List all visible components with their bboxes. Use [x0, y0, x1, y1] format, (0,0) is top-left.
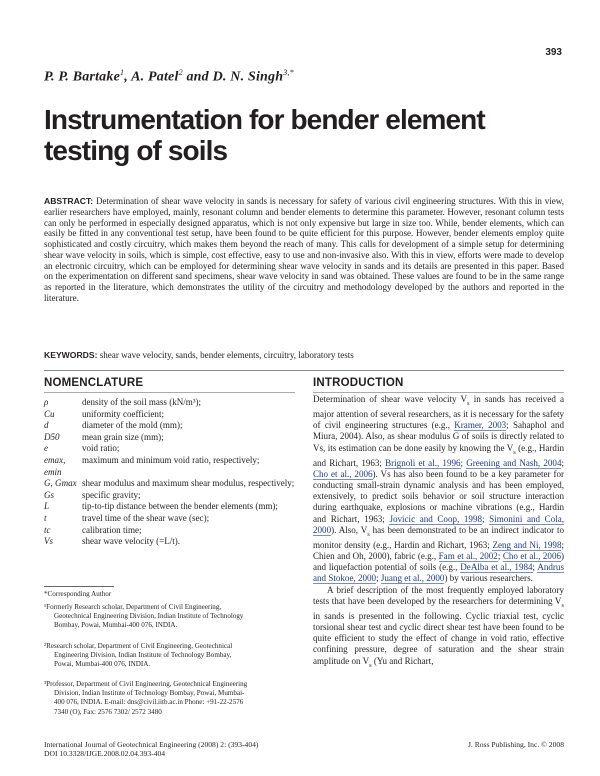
subscript: s	[467, 399, 470, 407]
nomenclature-item	[44, 420, 296, 432]
authors	[44, 68, 294, 86]
nomenclature-definition: shear wave velocity (=L/t).	[82, 536, 181, 547]
introduction-paragraph	[313, 585, 564, 671]
footer-citation	[44, 740, 258, 759]
nomenclature-item	[44, 455, 296, 478]
nomenclature-definition: tip-to-tip distance between the bender elements (mm);	[82, 501, 278, 512]
text-run: ;	[482, 513, 490, 524]
nomenclature-symbol: Gs	[44, 489, 55, 500]
nomenclature-item	[44, 490, 296, 502]
nomenclature-symbol: ρ	[44, 397, 49, 407]
introduction-body	[313, 394, 564, 671]
citation-link[interactable]: Andrus and Stokoe, 2000	[313, 562, 564, 584]
footer-publisher: J. Ross Publishing, Inc. © 2008	[467, 740, 564, 749]
nomenclature-symbol: d	[44, 420, 49, 431]
footnote-line: Engineering Division, Indian Institute of Technology Bombay,	[54, 651, 232, 660]
heading-rule	[313, 392, 564, 393]
introduction-heading: INTRODUCTION	[313, 377, 404, 389]
nomenclature-definition: shear modulus and maximum shear modulus, respectively;	[82, 478, 295, 489]
footnote-line: Geotechnical Engineering Division, Indian Institute of Technology	[54, 612, 244, 621]
author-separator: and	[182, 69, 213, 85]
author-1: P. P. Bartake	[44, 69, 120, 85]
text-run: ;	[561, 457, 564, 468]
author-2-affiliation: 2	[178, 68, 183, 77]
citation-link[interactable]: Greening and Nash, 2004	[466, 457, 562, 468]
citation-link[interactable]: Cho et al., 2006	[502, 551, 562, 562]
footnote-line: ³Professor, Department of Civil Engineering, Geotechnical Engineering	[44, 680, 248, 688]
citation-link[interactable]: Kramer, 2003	[454, 420, 507, 431]
text-run: ) and liquefaction potential of soils (e.g.,	[313, 551, 565, 573]
text-run: ; Sahaphol and Miura, 2004). Also, as shear modulus G of soils is directly related to Vs, its estimation can be done easily by knowing the V	[313, 420, 564, 453]
abstract-label: ABSTRACT:	[44, 196, 94, 206]
footnote-rule	[44, 586, 114, 587]
citation-link[interactable]: Brignoli et al., 1996	[385, 457, 461, 468]
nomenclature-heading: NOMENCLATURE	[44, 377, 144, 389]
author-3: D. N. Singh	[212, 69, 284, 85]
citation-link[interactable]: Fam et al., 2002	[438, 551, 498, 562]
footnote-affiliation-3	[44, 680, 296, 717]
footnote-affiliation-1	[44, 603, 296, 631]
abstract-text: Determination of shear wave velocity in sands is necessary for safety of various civil engineering structures. With this in view, earlier researchers have employed, mainly, resonant column and bender elements to determine this parameter. However, resonant column tests can only be performed in especially designed apparatus, which is not only expensive but large in size too. While, bender elements, which can easily be fitted in any conventional test setup, have been found to be quite efficient for this purpose. However, bender elements employ quite sophisticated and costly circuitry, which makes them beyond the reach of many. This calls for development of a simple setup for determining shear wave velocity in soils, which is simple, cost effective, easy to use and non-invasive also. With this in view, efforts were made to develop an electronic circuitry, which can be employed for determining shear wave velocity in sands and its details are presented in this paper. Based on the experimentation on different sand specimens, shear wave velocity in sand was obtained. These values are found to be in the same range as reported in the literature, which demonstrates the utility of the circuitry and methodology developed by the authors and reported in the literature.	[44, 196, 564, 303]
citation-link[interactable]: Jovicic and Coop, 1998	[389, 513, 482, 524]
nomenclature-item	[44, 409, 296, 421]
text-run: in sands has received a major attention of several researchers, as it is necessary for the safety of civil engineering structures (e.g.,	[313, 394, 564, 431]
subscript: s	[369, 661, 372, 669]
citation-link[interactable]: DeAlba et al., 1984	[460, 562, 533, 573]
nomenclature-symbol: tc	[44, 524, 51, 535]
page-number: 393	[545, 47, 562, 58]
footnote-line: 7340 (O), Fax: 2576 7302/ 2572 3480	[54, 707, 162, 716]
nomenclature-item	[44, 536, 296, 548]
text-run: ;	[376, 573, 381, 584]
nomenclature-list	[44, 397, 296, 548]
citation-link[interactable]: Juang et al., 2000	[380, 573, 445, 584]
nomenclature-symbol: t	[44, 512, 47, 523]
nomenclature-symbol: Cu	[44, 408, 55, 419]
footnote-line: ¹Formerly Research scholar, Department of Civil Engineering,	[44, 603, 222, 611]
text-run: Determination of shear wave velocity V	[313, 394, 468, 404]
author-1-affiliation: 1	[119, 68, 125, 77]
nomenclature-definition: density of the soil mass (kN/m³);	[82, 397, 202, 407]
nomenclature-definition: travel time of the shear wave (sec);	[82, 512, 210, 523]
text-run: ; Chien and Oh, 2000), fabric (e.g.,	[313, 539, 564, 562]
subscript: s	[367, 530, 370, 538]
text-run: ) by various researchers.	[444, 573, 533, 584]
author-separator: ,	[124, 69, 132, 85]
keywords-label: KEYWORDS:	[44, 350, 98, 360]
nomenclature-symbol: G, Gmax	[44, 478, 77, 489]
nomenclature-definition: maximum and minimum void ratio, respectively;	[82, 454, 260, 465]
citation-link[interactable]: Zeng and Ni, 1998	[492, 539, 562, 550]
footnote-line: Powai, Mumbai-400 076, INDIA.	[54, 660, 151, 669]
footnote-affiliation-2	[44, 642, 296, 670]
nomenclature-definition: uniformity coefficient;	[82, 408, 164, 419]
nomenclature-symbol: e	[44, 443, 49, 454]
nomenclature-item	[44, 525, 296, 537]
nomenclature-item	[44, 432, 296, 444]
author-3-affiliation: 3,*	[283, 68, 294, 77]
heading-rule	[44, 392, 295, 393]
nomenclature-item	[44, 443, 296, 455]
footnote-line: Bombay, Powai, Mumbai-400 076, INDIA.	[54, 621, 178, 630]
text-run: (e.g., Hardin and Richart, 1963;	[313, 442, 564, 468]
abstract	[44, 196, 564, 304]
nomenclature-definition: diameter of the mold (mm);	[82, 420, 183, 431]
nomenclature-item	[44, 513, 296, 525]
footer-journal: International Journal of Geotechnical Engineering (2008) 2: (393-404)	[44, 740, 259, 749]
text-run: ). Vs has also been found to be a key parameter for conducting small-strain dynamic analysis and has been employed, extensively, to predict soils behavior or soil structure interaction during earthquake, explosions or machine vibrations (e.g., Hardin and Richart, 1963;	[313, 468, 564, 524]
text-run: ). Also, V	[331, 524, 368, 535]
text-run: ;	[460, 457, 467, 468]
subscript: s	[513, 448, 516, 456]
nomenclature-item	[44, 478, 296, 490]
text-run: ;	[497, 551, 503, 562]
citation-link[interactable]: Cho et al., 2006	[313, 468, 373, 479]
section-divider	[44, 370, 564, 371]
footnote-line: 400 076, INDIA. E-mail: dns@civil.iitb.ac.in Phone: +91-22-2576	[54, 698, 244, 707]
text-run: (Yu and Richart,	[371, 655, 434, 666]
citation-link[interactable]: Simonini and Cola, 2000	[313, 513, 565, 535]
footnote-corresponding: *Corresponding Author	[44, 590, 112, 598]
text-run: A brief description of the most frequently employed laboratory tests that have been developed by the researchers for determining V	[313, 584, 564, 606]
nomenclature-item	[44, 501, 296, 513]
nomenclature-symbol: L	[44, 501, 50, 512]
introduction-paragraph	[313, 394, 564, 585]
text-run: in sands is presented in the following. Cyclic triaxial test, cyclic torsional shear test and cyclic direct shear test have been found to be quite efficient to study the effect of change in void ratio, effective confining pressure, degree of saturation and the shear strain amplitude on V	[313, 610, 564, 666]
text-run: ;	[532, 562, 538, 573]
nomenclature-definition: specific gravity;	[82, 489, 141, 500]
footnote-line: ²Research scholar, Department of Civil Engineering, Geotechnical	[44, 642, 233, 650]
footer-doi: DOI 10.3328/IJGE.2008.02.04.393-404	[44, 749, 166, 759]
subscript: s	[561, 601, 564, 609]
footnote-line: Division, Indian Institute of Technology Bombay, Powai, Mumbai-	[54, 689, 245, 698]
keywords	[44, 350, 564, 361]
nomenclature-item	[44, 397, 296, 409]
nomenclature-definition: calibration time;	[82, 524, 142, 535]
nomenclature-definition: mean grain size (mm);	[82, 431, 164, 442]
nomenclature-symbol: Vs	[44, 536, 54, 547]
nomenclature-symbol: D50	[44, 431, 60, 442]
paper-title: Instrumentation for bender element testing of soils	[44, 104, 485, 166]
nomenclature-symbol: emax, emin	[44, 454, 66, 477]
text-run: has been demonstrated to be an indirect indicator to monitor density (e.g., Hardin and Richart, 1963;	[313, 524, 564, 550]
author-2: A. Patel	[131, 69, 179, 85]
keywords-text: shear wave velocity, sands, bender elements, circuitry, laboratory tests	[97, 350, 354, 360]
nomenclature-definition: void ratio;	[82, 443, 120, 454]
